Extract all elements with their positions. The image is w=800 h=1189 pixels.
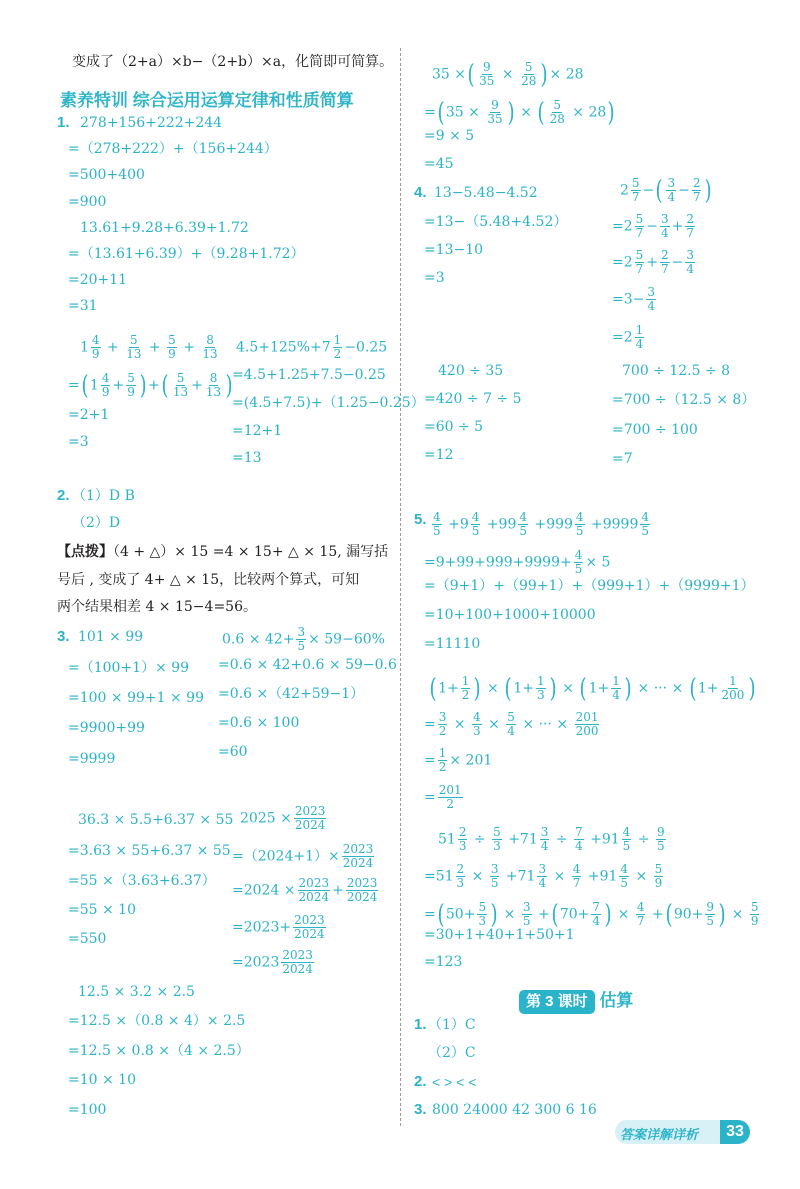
q1c-line: =2+1	[68, 407, 110, 423]
q3e-line: 12.5 × 3.2 × 2.5	[78, 984, 195, 1000]
q5c-line: =( 50+ $\frac{5}{3}$ ) × $\frac{3}{5}$ +( 70+ $\frac{7}{4}$ ) × $\frac{4}{7}$ +( 90+ $\frac{9}{5}$ ) × $\frac{5}{9}$	[424, 899, 759, 930]
footer-label: 答案详解详析	[620, 1127, 699, 1142]
q4d-line: =7	[612, 451, 633, 467]
q3e-line: =100	[68, 1102, 107, 1118]
q1b-line: 13.61+9.28+6.39+1.72	[80, 220, 249, 236]
q3a-line: =9900+99	[68, 720, 145, 736]
q3d-line: =（2024+1）× $\frac{2023}{2024}$	[232, 842, 374, 870]
est-line: 800 24000 42 300 6 16	[432, 1102, 597, 1118]
q5a-line: =（9+1）+（99+1）+（999+1）+（9999+1）	[424, 578, 755, 594]
q1a-line: =500+400	[68, 167, 145, 183]
rt-line: =9 × 5	[424, 128, 475, 144]
q5a-line: =9+99+999+9999+ $\frac{4}{5}$ × 5	[424, 548, 611, 576]
q5c-line: =30+1+40+1+50+1	[424, 927, 575, 943]
q4c-line: 420 ÷ 35	[438, 363, 504, 379]
q4-number: 4.	[414, 184, 427, 201]
q3e-line: =12.5 × 0.8 ×（4 × 2.5）	[68, 1043, 250, 1059]
q4a-line: =13−（5.48+4.52）	[424, 214, 568, 230]
est-q1-number: 1.	[414, 1016, 427, 1033]
q5a-line: =10+100+1000+10000	[424, 607, 596, 623]
q3-number: 3.	[57, 628, 70, 645]
q5a-expression: $\frac{4}{5}$ +9 $\frac{4}{5}$ +99 $\frac{4}{5}$ +999 $\frac{4}{5}$ +9999 $\frac{4}{5}$	[433, 510, 650, 538]
q3d-line: =2023+ $\frac{2023}{2024}$	[232, 913, 325, 941]
q4a-line: =13−10	[424, 242, 484, 258]
est-q2-number: 2.	[414, 1073, 427, 1090]
q4c-line: =60 ÷ 5	[424, 419, 484, 435]
q5b-line: = $\frac{201}{2}$	[424, 783, 462, 811]
q5c-line: =51 $\frac{2}{3}$ × $\frac{3}{5}$ +71 $\frac{3}{4}$ × $\frac{4}{7}$ +91 $\frac{4}{5}$ × $\frac{5}{9}$	[424, 862, 663, 890]
q2-number: 2.	[57, 487, 70, 504]
q2-line: （2）D	[72, 515, 121, 531]
est-q3-number: 3.	[414, 1101, 427, 1118]
q5b-line: = $\frac{1}{2}$ × 201	[424, 746, 493, 774]
lesson-heading	[519, 986, 633, 1014]
q5-number: 5.	[414, 511, 427, 528]
q3a-line: 101 × 99	[78, 629, 144, 645]
q1d-line: =13	[232, 450, 262, 466]
q1c-regroup: =( 1 $\frac{4}{9}$ + $\frac{5}{9}$ ) +( $\frac{5}{13}$ + $\frac{8}{13}$ )	[68, 370, 233, 401]
q1a-line: =（278+222）+（156+244）	[68, 141, 278, 157]
q1d-expression: 4.5+125%+7 $\frac{1}{2}$ −0.25	[236, 333, 388, 361]
q3d-line: =2024 × $\frac{2023}{2024}$ + $\frac{2023}{2024}$	[232, 876, 378, 904]
q3c-line: =550	[68, 931, 107, 947]
q1b-line: =31	[68, 298, 98, 314]
q4b-line: =2 $\frac{1}{4}$	[612, 323, 644, 351]
q1c-expression: 1 $\frac{4}{9}$ + $\frac{5}{13}$ + $\frac{5}{9}$ + $\frac{8}{13}$	[80, 333, 218, 361]
q5a-line: =11110	[424, 636, 481, 652]
tip-line: 号后 , 变成了 4+ △ × 15，比较两个算式，可知	[57, 572, 360, 588]
q4b-line: =2 $\frac{5}{7}$ − $\frac{3}{4}$ + $\frac{2}{7}$	[612, 212, 695, 240]
q3e-line: =12.5 ×（0.8 × 4）× 2.5	[68, 1013, 246, 1029]
q5c-line: =123	[424, 954, 463, 970]
top-note: 变成了（2+a）×b−（2+b）×a，化简即可简算。	[72, 54, 394, 70]
q5b-line: = $\frac{3}{2}$ × $\frac{4}{3}$ × $\frac{5}{4}$ × ··· × $\frac{201}{200}$	[424, 710, 599, 738]
q3e-line: =10 × 10	[68, 1072, 136, 1088]
q4b-line: 2 $\frac{5}{7}$ −( $\frac{3}{4}$ − $\frac{2}{7}$ )	[620, 175, 713, 206]
page-number: 33	[720, 1120, 750, 1144]
q3b-line: =0.6 ×（42+59−1）	[218, 686, 365, 702]
lesson-badge: 第 3 课时	[519, 990, 595, 1014]
q3b-line: =0.6 × 42+0.6 × 59−0.6	[218, 657, 397, 673]
q4b-line: =2 $\frac{5}{7}$ + $\frac{2}{7}$ − $\frac{3}{4}$	[612, 248, 695, 276]
q4a-line: 13−5.48−4.52	[434, 185, 538, 201]
q3b-line: =60	[218, 744, 248, 760]
rt-line: 35 ×( $\frac{9}{35}$ × $\frac{5}{28}$ ) × 28	[432, 59, 584, 90]
tip-label: 【点拨】	[57, 544, 113, 560]
q1d-line: =12+1	[232, 423, 283, 439]
q1b-line: =（13.61+6.39）+（9.28+1.72）	[68, 246, 305, 262]
q1a-line: 278+156+222+244	[80, 115, 223, 131]
q3a-line: =9999	[68, 751, 116, 767]
q2-line: （1）D B	[72, 488, 135, 504]
q3b-expression: 0.6 × 42+ $\frac{3}{5}$ × 59−60%	[222, 625, 385, 653]
q3c-line: 36.3 × 5.5+6.37 × 55	[78, 812, 234, 828]
q1a-line: =900	[68, 194, 107, 210]
q1b-line: =20+11	[68, 272, 128, 288]
est-line: （2）C	[428, 1045, 476, 1061]
q4d-line: 700 ÷ 12.5 ÷ 8	[622, 363, 731, 379]
q1d-line: =4.5+1.25+7.5−0.25	[232, 367, 386, 383]
q4c-line: =12	[424, 447, 454, 463]
q1c-line: =3	[68, 434, 89, 450]
section-title: 素养特训 综合运用运算定律和性质简算	[60, 91, 354, 110]
q1-number: 1.	[57, 114, 70, 131]
q3b-line: =0.6 × 100	[218, 715, 300, 731]
column-divider	[400, 48, 401, 1126]
q5b-line: ( 1+ $\frac{1}{2}$ ) × ( 1+ $\frac{1}{3}$ ) × ( 1+ $\frac{1}{4}$ ) × ··· × ( 1+ $\frac{1}{200}$ )	[429, 673, 757, 704]
rt-line: =45	[424, 156, 454, 172]
q3d-line: 2025 × $\frac{2023}{2024}$	[240, 804, 326, 832]
q3c-line: =55 ×（3.63+6.37）	[68, 873, 216, 889]
rt-line: =( 35 × $\frac{9}{35}$ ) × ( $\frac{5}{28}$ × 28)	[424, 97, 615, 128]
q3d-line: =2023 $\frac{2023}{2024}$	[232, 948, 313, 976]
lesson-title: 估算	[599, 991, 634, 1010]
tip-line: 【点拨】（4 + △）× 15 =4 × 15+ △ × 15, 漏写括	[57, 544, 389, 560]
q4a-line: =3	[424, 270, 445, 286]
est-line: （1）C	[428, 1017, 476, 1033]
q5c-line: 51 $\frac{2}{3}$ ÷ $\frac{5}{3}$ +71 $\frac{3}{4}$ ÷ $\frac{7}{4}$ +91 $\frac{4}{5}$ ÷ $\frac{9}{5}$	[438, 825, 665, 853]
q4b-line: =3− $\frac{3}{4}$	[612, 285, 656, 313]
q4d-line: =700 ÷（12.5 × 8）	[612, 392, 756, 408]
tip-line: 两个结果相差 4 × 15−4=56。	[57, 599, 257, 615]
q4d-line: =700 ÷ 100	[612, 422, 698, 438]
q3c-line: =55 × 10	[68, 902, 136, 918]
q3c-line: =3.63 × 55+6.37 × 55	[68, 843, 231, 859]
q1d-line: =(4.5+7.5)+（1.25−0.25）	[232, 395, 425, 411]
q3a-line: =（100+1）× 99	[68, 660, 190, 676]
q4c-line: =420 ÷ 7 ÷ 5	[424, 391, 522, 407]
q3a-line: =100 × 99+1 × 99	[68, 690, 204, 706]
est-line: < > < <	[432, 1074, 477, 1090]
